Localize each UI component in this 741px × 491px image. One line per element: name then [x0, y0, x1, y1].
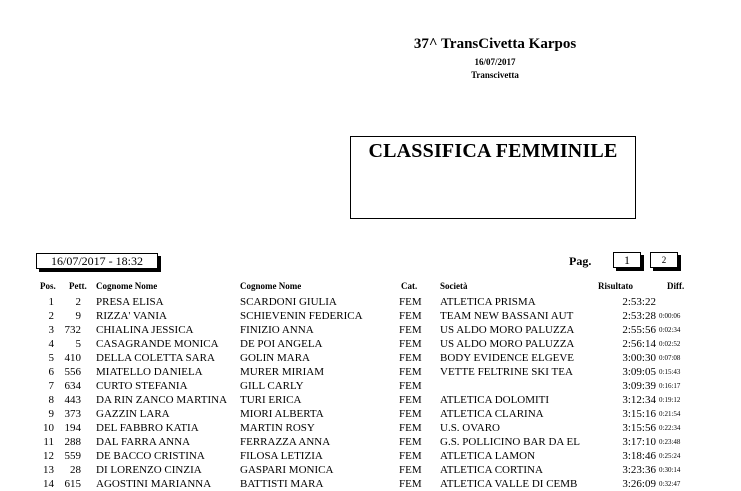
cell-pos: 14: [43, 478, 54, 490]
cell-pett: 28: [70, 464, 81, 476]
cell-pos: 4: [48, 338, 54, 350]
cell-nome: MIATELLO DANIELA: [96, 366, 203, 378]
cell-compagna: FILOSA LETIZIA: [240, 450, 323, 462]
table-row: [0, 309, 741, 323]
cell-risultato: 2:55:56: [622, 324, 656, 336]
cell-risultato: 3:00:30: [622, 352, 656, 364]
cell-pett: 9: [75, 310, 81, 322]
cell-pos: 3: [48, 324, 54, 336]
cell-risultato: 2:56:14: [622, 338, 656, 350]
cell-pos: 13: [43, 464, 54, 476]
cell-pos: 5: [48, 352, 54, 364]
cell-diff: 0:21:54: [659, 410, 681, 418]
cell-risultato: 3:23:36: [622, 464, 656, 476]
cell-societa: ATLETICA LAMON: [440, 450, 536, 462]
cell-risultato: 3:15:56: [622, 422, 656, 434]
cell-cat: FEM: [399, 408, 422, 420]
cell-pos: 2: [48, 310, 54, 322]
cell-risultato: 3:18:46: [622, 450, 656, 462]
cell-societa: ATLETICA CLARINA: [440, 408, 544, 420]
cell-nome: DELLA COLETTA SARA: [96, 352, 215, 364]
cell-pett: 615: [64, 478, 81, 490]
cell-pos: 9: [48, 408, 54, 420]
table-row: [0, 435, 741, 449]
cell-compagna: MARTIN ROSY: [240, 422, 315, 434]
table-row: [0, 407, 741, 421]
cell-risultato: 2:53:22: [622, 296, 656, 308]
header-diff: Diff.: [667, 281, 685, 291]
cell-diff: 0:15:43: [659, 368, 681, 376]
cell-nome: CASAGRANDE MONICA: [96, 338, 219, 350]
event-place: Transcivetta: [471, 70, 519, 80]
cell-compagna: FINIZIO ANNA: [240, 324, 314, 336]
cell-pos: 10: [43, 422, 54, 434]
cell-pett: 288: [64, 436, 81, 448]
page-next-button[interactable]: 2: [650, 252, 678, 268]
cell-diff: 0:22:34: [659, 424, 681, 432]
page-label: Pag.: [569, 254, 592, 268]
cell-risultato: 3:12:34: [622, 394, 656, 406]
cell-nome: DEL FABBRO KATIA: [96, 422, 199, 434]
classification-title: CLASSIFICA FEMMINILE: [368, 140, 618, 162]
header-pos: Pos.: [40, 281, 56, 291]
cell-pos: 11: [43, 436, 54, 448]
cell-compagna: TURI ERICA: [240, 394, 302, 406]
header-cat: Cat.: [401, 281, 418, 291]
table-header: [0, 281, 741, 295]
cell-compagna: GASPARI MONICA: [240, 464, 334, 476]
cell-risultato: 3:15:16: [622, 408, 656, 420]
header-nome: Cognome Nome: [96, 281, 158, 291]
table-row: [0, 477, 741, 491]
cell-diff: 0:19:12: [659, 396, 681, 404]
cell-diff: 0:25:24: [659, 452, 681, 460]
cell-cat: FEM: [399, 450, 422, 462]
page-current-button[interactable]: 1: [613, 252, 641, 268]
cell-pett: 5: [75, 338, 81, 350]
cell-diff: 0:23:48: [659, 438, 681, 446]
cell-cat: FEM: [399, 464, 422, 476]
cell-cat: FEM: [399, 380, 422, 392]
cell-cat: FEM: [399, 338, 422, 350]
cell-compagna: BATTISTI MARA: [240, 478, 324, 490]
cell-societa: US ALDO MORO PALUZZA: [440, 324, 575, 336]
cell-compagna: DE POI ANGELA: [240, 338, 323, 350]
cell-compagna: FERRAZZA ANNA: [240, 436, 331, 448]
cell-cat: FEM: [399, 352, 422, 364]
cell-pett: 443: [64, 394, 81, 406]
cell-diff: 0:02:34: [659, 326, 681, 334]
cell-pett: 2: [75, 296, 81, 308]
cell-societa: ATLETICA CORTINA: [440, 464, 543, 476]
cell-societa: ATLETICA PRISMA: [440, 296, 536, 308]
table-row: [0, 421, 741, 435]
cell-cat: FEM: [399, 366, 422, 378]
cell-pett: 559: [64, 450, 81, 462]
cell-nome: DAL FARRA ANNA: [96, 436, 191, 448]
cell-societa: ATLETICA DOLOMITI: [440, 394, 550, 406]
cell-risultato: 3:17:10: [622, 436, 656, 448]
cell-cat: FEM: [399, 394, 422, 406]
cell-compagna: SCARDONI GIULIA: [240, 296, 337, 308]
cell-nome: CHIALINA JESSICA: [96, 324, 194, 336]
header-societa: Società: [440, 281, 468, 291]
cell-nome: CURTO STEFANIA: [96, 380, 188, 392]
cell-cat: FEM: [399, 310, 422, 322]
cell-societa: ATLETICA VALLE DI CEMB: [440, 478, 578, 490]
cell-nome: PRESA ELISA: [96, 296, 164, 308]
cell-diff: 0:00:06: [659, 312, 681, 320]
cell-pos: 12: [43, 450, 54, 462]
cell-pos: 6: [48, 366, 54, 378]
cell-risultato: 3:09:39: [622, 380, 656, 392]
cell-diff: 0:32:47: [659, 480, 681, 488]
results-table: [0, 295, 741, 491]
cell-risultato: 3:09:05: [622, 366, 656, 378]
cell-pett: 373: [64, 408, 81, 420]
cell-pos: 1: [48, 296, 54, 308]
cell-diff: 0:02:52: [659, 340, 681, 348]
cell-nome: DE BACCO CRISTINA: [96, 450, 205, 462]
cell-pett: 556: [64, 366, 81, 378]
cell-nome: GAZZIN LARA: [96, 408, 170, 420]
table-row: [0, 323, 741, 337]
cell-pett: 732: [64, 324, 81, 336]
cell-societa: BODY EVIDENCE ELGEVE: [440, 352, 575, 364]
cell-compagna: SCHIEVENIN FEDERICA: [240, 310, 363, 322]
cell-societa: TEAM NEW BASSANI AUT: [440, 310, 574, 322]
table-row: [0, 365, 741, 379]
cell-diff: 0:07:08: [659, 354, 681, 362]
cell-nome: DA RIN ZANCO MARTINA: [96, 394, 228, 406]
cell-compagna: GILL CARLY: [240, 380, 304, 392]
cell-nome: DI LORENZO CINZIA: [96, 464, 202, 476]
table-row: [0, 449, 741, 463]
cell-compagna: MURER MIRIAM: [240, 366, 325, 378]
table-row: [0, 393, 741, 407]
event-date: 16/07/2017: [474, 57, 516, 67]
table-row: [0, 379, 741, 393]
header-pett: Pett.: [69, 281, 87, 291]
cell-nome: RIZZA' VANIA: [96, 310, 167, 322]
cell-pett: 410: [64, 352, 81, 364]
cell-cat: FEM: [399, 296, 422, 308]
cell-pett: 194: [64, 422, 81, 434]
cell-societa: U.S. OVARO: [440, 422, 501, 434]
cell-compagna: MIORI ALBERTA: [240, 408, 324, 420]
cell-diff: 0:16:17: [659, 382, 681, 390]
event-title: 37^ TransCivetta Karpos: [413, 36, 577, 52]
table-row: [0, 463, 741, 477]
table-row: [0, 295, 741, 309]
table-row: [0, 337, 741, 351]
cell-societa: US ALDO MORO PALUZZA: [440, 338, 575, 350]
cell-compagna: GOLIN MARA: [240, 352, 310, 364]
cell-cat: FEM: [399, 422, 422, 434]
cell-cat: FEM: [399, 436, 422, 448]
header-compagna: Cognome Nome: [240, 281, 302, 291]
cell-cat: FEM: [399, 478, 422, 490]
header-risultato: Risultato: [598, 281, 634, 291]
table-row: [0, 351, 741, 365]
cell-pos: 8: [48, 394, 54, 406]
cell-nome: AGOSTINI MARIANNA: [96, 478, 212, 490]
cell-risultato: 3:26:09: [622, 478, 656, 490]
classification-box: [350, 136, 636, 219]
cell-pos: 7: [48, 380, 54, 392]
cell-societa: G.S. POLLICINO BAR DA EL: [440, 436, 580, 448]
print-timestamp: 16/07/2017 - 18:32: [36, 253, 158, 269]
cell-diff: 0:30:14: [659, 466, 681, 474]
cell-societa: VETTE FELTRINE SKI TEA: [440, 366, 573, 378]
cell-pett: 634: [64, 380, 81, 392]
cell-cat: FEM: [399, 324, 422, 336]
cell-risultato: 2:53:28: [622, 310, 656, 322]
